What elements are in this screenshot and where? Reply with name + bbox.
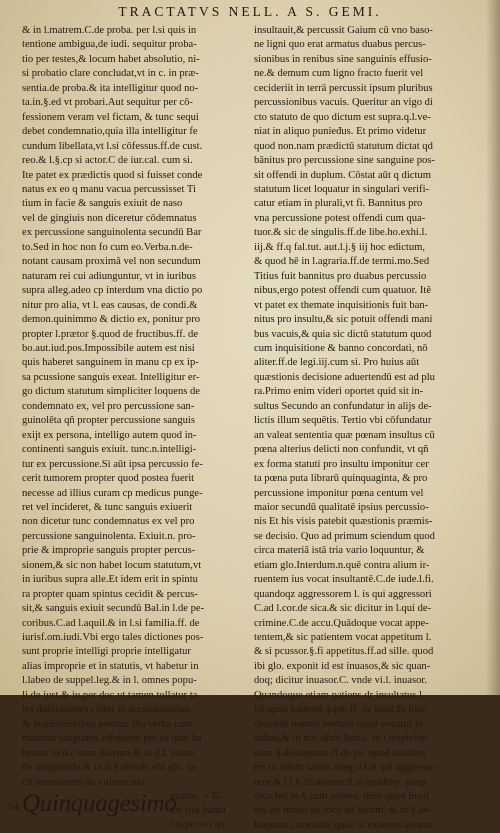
text-line: bus vacuis,& quia sic dictū statutum quod xyxy=(254,328,432,340)
text-line: non dicetur tunc condemnatus ex vel pro xyxy=(22,516,195,528)
text-line: guinolēta qñ propter percussione sanguis xyxy=(22,415,195,427)
text-line: vna percussione potest offendi cum qua- xyxy=(254,212,426,224)
text-line: catur etiam in plurali,vt fi. Bannitus pro xyxy=(254,198,423,210)
text-line: maxima sanguinis effusione per ea quæ ha xyxy=(22,733,202,745)
text-line: necesse ad illius curam cp medicus punge- xyxy=(22,487,203,499)
text-line: linquunt,concludit quod si existens secum xyxy=(254,819,432,831)
text-line: quod non.nam prædictū statutum dictat qd xyxy=(254,140,433,152)
text-line: iurisf.om.iudi.Vbi ergo tales dictiones pos- xyxy=(22,632,204,644)
text-line: notant causam proximā vel non secundum xyxy=(22,256,201,268)
section-title: Quinquagesimo xyxy=(22,790,177,818)
text-line: vel de gingiuis non diceretur cōdemnatus xyxy=(22,212,197,224)
text-line: coribus.C.ad l.aquil.& in l.si familia.ff. de xyxy=(22,617,200,629)
text-line: & inquisitionibus ponitur illa verba cum xyxy=(22,718,193,730)
text-line: sunt proprie intelligi proprie intelligatur xyxy=(22,646,191,658)
text-line: sit offendi in duplum. Cōstat aūt q dictum xyxy=(254,169,431,181)
text-line: les dubitationes cōiter in accusationibus xyxy=(22,704,191,716)
text-line: dica.fed in.§.cum arietes. dicit quod insul xyxy=(254,791,430,803)
text-line: cundum libellata,vt l.si cōfessus.ff.de cust. xyxy=(22,140,203,152)
text-line: ta.in.§.ed vt probari.Aut sequitur per cō- xyxy=(22,97,193,109)
text-line: & in l.matrem.C.de proba. per l.si quis in xyxy=(22,25,197,36)
left-text-column xyxy=(8,24,238,831)
text-line: propter l.prætor §.quod de fructibus.ff. de xyxy=(22,328,199,340)
text-line: bo.aut.iud.pos.Impossibile autem est nisi xyxy=(22,342,195,354)
text-line: reo.& l.§.cp si actor.C de iur.cal. cum si. xyxy=(22,155,193,167)
text-line: etiam glo.Interdum.n.quē contra alium ir- xyxy=(254,559,430,571)
text-line: statutum licet loquatur in singulari verifi- xyxy=(254,183,430,195)
text-line: sentia.de proba.& ita intelligitur quod no- xyxy=(22,82,199,94)
text-line: dum.§.delinquunt.ff.de pe. quod insultus xyxy=(254,747,426,759)
text-line: quandoqz aggressorem l. is qui aggressori xyxy=(254,588,432,600)
text-line: cerit tumorem propter quod postea fuerit xyxy=(22,473,195,485)
text-line: ibi glo. exponit id est inuasos,& sic quan- xyxy=(254,660,431,672)
text-line: doq; dicitur inuasor.C. vnde vi.l. inuasor. xyxy=(254,675,428,687)
text-line: Ite patet ex prædictis quod si fuisset conde xyxy=(22,169,203,181)
text-line: natus ex eo q manu vacua percussisset Ti xyxy=(22,183,196,195)
text-line: Titius fuit bannitus pro duabus percussio xyxy=(254,270,427,282)
text-line: to.Sed in hoc non fo cum eo.Verba.n.de- xyxy=(22,241,193,253)
text-line: tium in facie & sanguis exiuit de naso xyxy=(22,198,183,210)
text-line: ret vel incideret, & tunc sanguis exiuerit xyxy=(22,501,193,513)
text-line: tio per testes,& locum habet absolutio, ni- xyxy=(22,53,200,65)
text-line: tur ex percussione.Si aūt ipsa percussio fe- xyxy=(22,458,203,470)
text-line: bānitus pro percussione sine sanguine pos- xyxy=(254,155,435,167)
text-line: cto statuto de quo dictum est supra.q.l.ve- xyxy=(254,111,431,123)
text-line: sionem,& sic non habet locum statutum,vt xyxy=(22,559,202,571)
text-line: ta pœna puta librarū quinquaginta, & pro xyxy=(254,473,428,485)
text-line: cum inquisitione & banno concordati, nō xyxy=(254,342,428,354)
text-line: supra alleg.adeo cp interdum vna dictio po xyxy=(22,285,203,297)
text-line: bentur in d.c.cum illorum.& in d.l. vulne xyxy=(22,747,195,759)
text-line: ex forma statuti pro insultu imponitur cer xyxy=(254,458,429,470)
text-line: est in alium saltus alleg.d.l.is qui aggresso- xyxy=(254,762,437,774)
text-line: insultauit,& percussit Gaium cū vno baso- xyxy=(254,25,433,36)
text-line: ne ligni quo erat armatus duabus percus- xyxy=(254,39,426,51)
text-line: crimine.C.de accu.Quādoque vocat appe- xyxy=(254,617,429,629)
text-line: naturam rei cui adiunguntur, vt in iuribus xyxy=(22,270,197,282)
running-header: TRACTATVS NELL. A S. GEMI. xyxy=(118,4,382,19)
section-aside xyxy=(170,790,226,832)
text-line: & si pcussor.§.fi appetitus.ff.ad sille. quod xyxy=(254,646,434,658)
text-line: ra.Primo enim videri oportet quid sit in- xyxy=(254,386,424,398)
text-line: nitur pro alia, vt l. eas causas, de condi.& xyxy=(22,299,198,311)
text-line: aliter.ff.de legi.iij.cum si. Pro huius aūt xyxy=(254,357,420,369)
text-line: si probatio clare concludat,vt in c. in præ- xyxy=(22,68,199,80)
text-line: alias improprie et in statutis, vt habetur in xyxy=(22,660,199,672)
text-line: sultus Secundo an confundatur in alijs de- xyxy=(254,400,432,412)
text-line: niat in aliquo punieđus. Et primo videtur xyxy=(254,126,427,138)
text-line: lictis illum sequētis. Tertio vbi cōfundatur xyxy=(254,415,432,427)
text-line: pœna alterius delicti non confundit, vt qñ xyxy=(254,444,429,456)
text-line: percussionibus vacuis. Queritur an vigo di xyxy=(254,97,433,109)
text-line: nitus pro insultu,& sic potuit offendi mani xyxy=(254,314,433,326)
text-line: & quod hē in l.agraria.ff.de termi.mo.Sed xyxy=(254,256,430,268)
text-line: sionibus in renibus sine sanguinis effusio- xyxy=(254,53,432,65)
text-line: ne.& demum cum ligno fracto fuerit vel xyxy=(254,68,424,80)
text-line: sultus,& in hoc dixit Barto. in l.respicien- xyxy=(254,733,431,745)
text-line: itē apud labeonē.§.pœ.ff. de iniur.Et hinc xyxy=(254,704,427,716)
text-line: C.ad l.cor.de sica.& sic dicitur in l.qui de- xyxy=(254,603,432,615)
text-line: an valeat sententia quæ pœnam insultus cū xyxy=(254,429,435,441)
text-line: tentem,& sic patientem vocat appetitum l. xyxy=(254,632,432,644)
text-line: sa pcussione sanguis exeat. Intelligitur er- xyxy=(22,371,200,383)
text-line: iij.& ff.q fal.tut. aut.l.j.§ iij hoc edictum, xyxy=(254,241,426,253)
text-line: se decisio. Quo ad primum sciendum quod xyxy=(254,530,435,542)
text-line: go dictum statutum simpliciter loquens de xyxy=(22,386,201,398)
section-aside-line: quarto. + Ti- xyxy=(170,791,224,803)
text-line: cecideriit in terrā percussit ipsum pluribus xyxy=(254,82,433,94)
text-line: rem & l.j.§.cū arietes.ff.si quadrup. paup. xyxy=(254,776,429,788)
text-line: in iuribus supra alle.Et idem erit in spintu xyxy=(22,574,198,586)
text-line: maior secundū qualitatē ipsius percussio- xyxy=(254,501,429,513)
text-line: prie & improprie sanguis propter percus- xyxy=(22,545,196,557)
text-line: exijt ex persona, intelligo autem quod in- xyxy=(22,429,197,441)
text-line: ruentem ius vocat insultantē.C.de iude.l.fi. xyxy=(254,574,434,586)
text-line: Quandoque etiam patiens dr insultatus.l. xyxy=(254,689,425,701)
text-line: fessionem veram vel fictam, & tunc sequi xyxy=(22,111,199,123)
text-line: ra propter quam spintus cecidit & percus- xyxy=(22,588,198,600)
text-line: quis haberet sanguinem in manu cp ex ip- xyxy=(22,357,199,369)
text-line: tuor.& sic de singulis.ff.de libe.ho.exhi.l. xyxy=(254,227,428,239)
page-gutter-shadow xyxy=(486,0,500,695)
text-line: l.labeo de suppel.leg.& in l. omnes popu- xyxy=(22,675,197,687)
text-line: tus est motio de loco ad locum, & in.§.de- xyxy=(254,805,433,817)
text-line: nis Et his visis patebit quæstionis præmis- xyxy=(254,516,433,528)
text-line: percussione imponitur pœna centum vel xyxy=(254,487,424,499)
text-line: li.de iust.& iu.per doc.vt tamen tollatur ta xyxy=(22,689,198,701)
text-line: percussione sanguinolenta. Exiuit.n. pro- xyxy=(22,530,196,542)
text-line: continenti sanguis exiuit. tunc.n.intelligi- xyxy=(22,444,197,456)
text-line: ex percussione sanguinolenta secundū Bar xyxy=(22,227,202,239)
text-line: condemnato ex, vel pro percussione san- xyxy=(22,400,195,412)
text-line: descēdit nomen verbale quod vocatur in- xyxy=(254,718,427,730)
text-line: sit,& sanguis exiuit secundū Bal.in l.de pe- xyxy=(22,603,205,615)
section-aside-line: tus pro eo qd xyxy=(170,819,226,831)
text-line: tentione ambigua,de iudi. sequitur proba- xyxy=(22,39,197,51)
section-number: 54 xyxy=(8,801,19,814)
text-line: demon.quinimmo & dictio ex, ponitur pro xyxy=(22,314,201,326)
text-line: ris magnitudo.& in d.§.deinde.vbi glo. fa- xyxy=(22,762,199,774)
text-line: vt patet ex themate inquisitionis fuit ban- xyxy=(254,299,429,311)
text-line: nibus,ergo potest offendi cum quatuor. Itē xyxy=(254,285,432,297)
right-text-column xyxy=(254,24,470,833)
section-heading xyxy=(8,790,238,831)
text-line: debet condemnatio,quia illa intelligitur fe xyxy=(22,126,198,138)
text-line: circa materiā istā tria vario loquuntur, & xyxy=(254,545,425,557)
text-line: quæstionis decisione aduertendū est ad plu xyxy=(254,371,435,383)
section-aside-line: tus fuit banni xyxy=(170,805,226,817)
text-line: cit mentionem de vulnusculo. xyxy=(22,776,148,788)
